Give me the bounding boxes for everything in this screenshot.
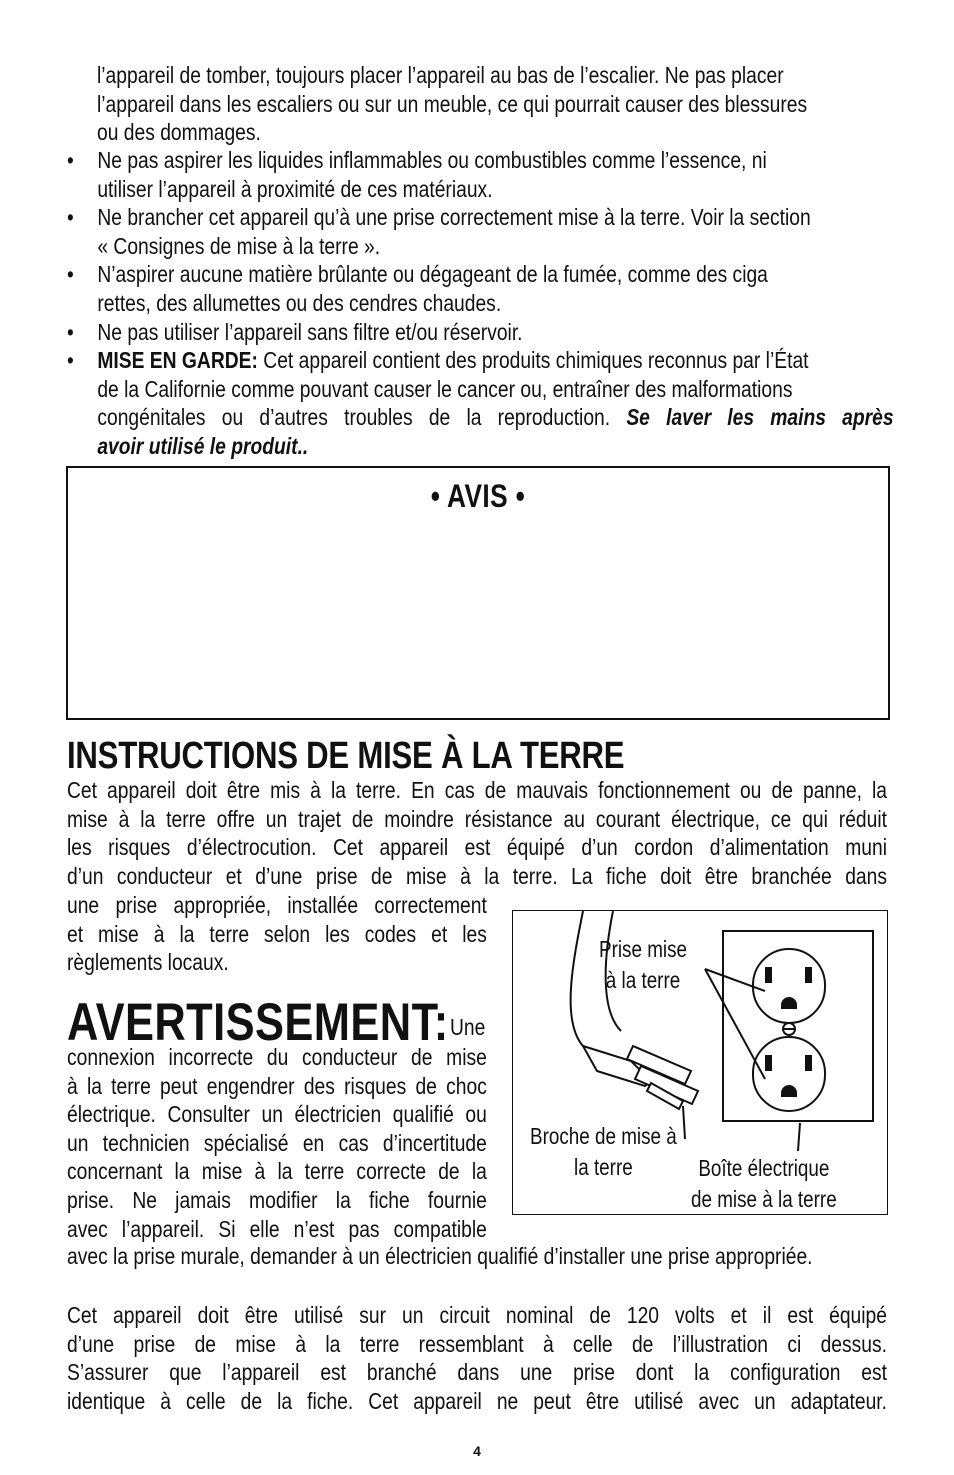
text-line: avec l’appareil. Si elle n’est pas compatible <box>67 1215 487 1242</box>
text-line: « Consignes de mise à la terre ». <box>97 232 381 259</box>
notice-title: • AVIS • <box>430 478 526 514</box>
ground-pin-label <box>530 1121 677 1183</box>
text-line: l’appareil de tomber, toujours placer l’appareil au bas de l’escalier. Ne pas placer <box>97 62 784 88</box>
caution-emphasis: Se laver les mains après <box>626 404 894 431</box>
text-line: une prise appropriée, installée correctement <box>67 892 487 918</box>
caution-item <box>67 346 894 460</box>
outlet-receptacle-top <box>753 949 825 1023</box>
text-line: les risques d’électrocution. Cet appareil est équipé d’un cordon d’alimentation muni <box>67 834 887 861</box>
notice-box <box>66 466 890 720</box>
outlet-slot <box>765 1055 772 1071</box>
text-line: S’assurer que l’appareil est branché dans une prise dont la configuration est <box>67 1359 887 1386</box>
text-line: Cet appareil doit être mis à la terre. En cas de mauvais fonctionnement ou de panne, la <box>67 777 887 803</box>
text-line: à la terre peut engendrer des risques de choc <box>67 1072 487 1099</box>
grounding-heading: INSTRUCTIONS DE MISE À LA TERRE <box>67 735 625 777</box>
text-line: Ne pas utiliser l’appareil sans filtre et/ou réservoir. <box>97 318 523 345</box>
list-item <box>67 318 894 347</box>
label-line: la terre <box>574 1154 633 1180</box>
bullet-dot: • <box>67 204 74 231</box>
label-line: Broche de mise à <box>530 1123 677 1149</box>
continued-paragraph <box>97 61 894 147</box>
text-line: N’aspirer aucune matière brûlante ou dégageant de la fumée, comme des ciga <box>97 261 768 288</box>
text-line: l’appareil dans les escaliers ou sur un meuble, ce qui pourrait causer des blessures <box>97 90 808 117</box>
text-line <box>97 403 893 432</box>
outlet-slot <box>805 967 812 983</box>
text-line: mise à la terre offre un trajet de moindre résistance au courant électrique, ce qui réduit <box>67 805 887 832</box>
label-line: de mise à la terre <box>691 1186 837 1212</box>
text-line: Ne brancher cet appareil qu’à une prise correctement mise à la terre. Voir la section <box>97 204 811 231</box>
grounding-intro <box>67 776 887 890</box>
box-label <box>691 1153 837 1215</box>
text-line: concernant la mise à la terre correcte de la <box>67 1158 487 1185</box>
text-line: connexion incorrecte du conducteur de mise <box>67 1044 487 1070</box>
text-line: prise. Ne jamais modifier la fiche fournie <box>67 1186 487 1213</box>
outlet-slot <box>805 1055 812 1071</box>
safety-bullet-list <box>67 146 894 461</box>
outlet-label <box>599 934 687 996</box>
text-line: de la Californie comme pouvant causer le cancer ou, entraîner des malformations <box>97 375 793 402</box>
text-line: électrique. Consulter un électricien qualifié ou <box>67 1101 487 1128</box>
grounding-illustration <box>512 910 888 1215</box>
text-line: un technicien spécialisé en cas d’incertitude <box>67 1129 487 1156</box>
text-line: utiliser l’appareil à proximité de ces matériaux. <box>97 175 493 202</box>
warning-tail: avec la prise murale, demander à un électricien qualifié d’installer une prise appropriée. <box>67 1243 813 1269</box>
text-line: rettes, des allumettes ou des cendres chaudes. <box>97 289 502 316</box>
text-line: Ne pas aspirer les liquides inflammables ou combustibles comme l’essence, ni <box>97 147 767 173</box>
page-number: 4 <box>473 1443 481 1459</box>
grounding-left-column <box>67 891 487 977</box>
text-line: identique à celle de la fiche. Cet appareil ne peut être utilisé avec un adaptateur. <box>67 1387 887 1414</box>
caution-emphasis: avoir utilisé le produit.. <box>97 432 309 459</box>
caution-text: Cet appareil contient des produits chimiques reconnus par l’État <box>257 347 809 374</box>
label-line: Boîte électrique <box>698 1155 830 1181</box>
label-line: à la terre <box>605 967 681 993</box>
list-item <box>67 203 894 260</box>
text-line: d’un conducteur et d’une prise de mise à la terre. La fiche doit être branchée dans <box>67 862 887 889</box>
outlet-receptacle-bottom <box>753 1037 825 1111</box>
cord-line <box>571 911 583 1046</box>
outlet-slot <box>765 967 772 983</box>
circuit-paragraph <box>67 1301 887 1415</box>
caution-label: MISE EN GARDE: <box>97 347 258 374</box>
text-line: et mise à la terre selon les codes et les <box>67 920 487 947</box>
leader-line <box>798 1123 800 1151</box>
caution-text: congénitales ou d’autres troubles de la reproduction. <box>97 404 627 431</box>
text-line: règlements locaux. <box>67 949 229 976</box>
list-item <box>67 146 894 203</box>
text-line: Cet appareil doit être utilisé sur un circuit nominal de 120 volts et il est équipé <box>67 1302 887 1328</box>
warning-left-column <box>67 1043 487 1243</box>
bullet-dot: • <box>67 318 74 345</box>
leader-line <box>683 1106 685 1139</box>
bullet-dot: • <box>67 147 74 173</box>
warning-heading: AVERTISSEMENT: <box>67 993 449 1052</box>
text-line <box>97 346 893 375</box>
bullet-dot: • <box>67 261 74 288</box>
warning-inline-text: Une <box>450 1014 486 1040</box>
list-item <box>67 260 894 317</box>
text-line: ou des dommages. <box>97 119 261 146</box>
text-line: d’une prise de mise à la terre ressemblant à celle de l’illustration ci dessus. <box>67 1330 887 1357</box>
label-line: Prise mise <box>599 936 688 962</box>
bullet-dot: • <box>67 347 74 374</box>
